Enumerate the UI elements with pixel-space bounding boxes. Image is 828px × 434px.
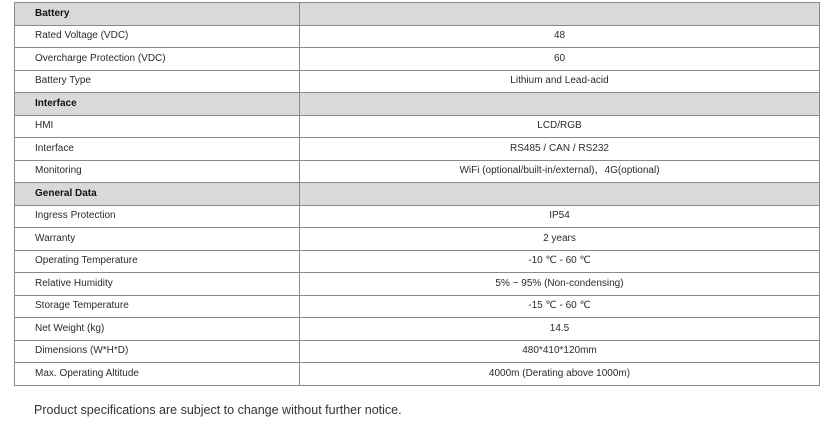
row-value: 48	[300, 25, 820, 48]
row-label: HMI	[15, 115, 300, 138]
row-label: Dimensions (W*H*D)	[15, 340, 300, 363]
table-row	[15, 250, 820, 273]
section-header-blank	[300, 3, 820, 26]
table-row	[15, 25, 820, 48]
table-row	[15, 205, 820, 228]
table-row	[15, 115, 820, 138]
row-value: IP54	[300, 205, 820, 228]
row-label: Net Weight (kg)	[15, 318, 300, 341]
footnote: Product specifications are subject to change without further notice.	[34, 403, 402, 417]
table-row	[15, 363, 820, 386]
row-value: Lithium and Lead-acid	[300, 70, 820, 93]
row-value: -15 ℃ - 60 ℃	[300, 295, 820, 318]
row-label: Monitoring	[15, 160, 300, 183]
row-value: 4000m (Derating above 1000m)	[300, 363, 820, 386]
row-label: Ingress Protection	[15, 205, 300, 228]
row-value: LCD/RGB	[300, 115, 820, 138]
row-value: WiFi (optional/built-in/external)，4G(optional)	[300, 160, 820, 183]
row-label: Storage Temperature	[15, 295, 300, 318]
section-header-interface	[15, 93, 820, 116]
section-header-blank	[300, 93, 820, 116]
table-row	[15, 138, 820, 161]
section-title: Battery	[15, 3, 300, 26]
row-label: Overcharge Protection (VDC)	[15, 48, 300, 71]
section-header-general-data	[15, 183, 820, 206]
row-value: 14.5	[300, 318, 820, 341]
row-label: Operating Temperature	[15, 250, 300, 273]
row-label: Rated Voltage (VDC)	[15, 25, 300, 48]
row-label: Warranty	[15, 228, 300, 251]
table-row	[15, 70, 820, 93]
row-value: -10 ℃ - 60 ℃	[300, 250, 820, 273]
row-value: 2 years	[300, 228, 820, 251]
row-label: Battery Type	[15, 70, 300, 93]
section-title: Interface	[15, 93, 300, 116]
section-header-blank	[300, 183, 820, 206]
row-value: 60	[300, 48, 820, 71]
row-value: RS485 / CAN / RS232	[300, 138, 820, 161]
section-header-battery	[15, 3, 820, 26]
row-label: Interface	[15, 138, 300, 161]
spec-table	[14, 2, 820, 386]
row-value: 5% ~ 95% (Non-condensing)	[300, 273, 820, 296]
row-label: Max. Operating Altitude	[15, 363, 300, 386]
table-row	[15, 340, 820, 363]
row-label: Relative Humidity	[15, 273, 300, 296]
row-value: 480*410*120mm	[300, 340, 820, 363]
table-row	[15, 160, 820, 183]
table-row	[15, 295, 820, 318]
table-row	[15, 273, 820, 296]
table-row	[15, 48, 820, 71]
table-row	[15, 228, 820, 251]
table-row	[15, 318, 820, 341]
section-title: General Data	[15, 183, 300, 206]
